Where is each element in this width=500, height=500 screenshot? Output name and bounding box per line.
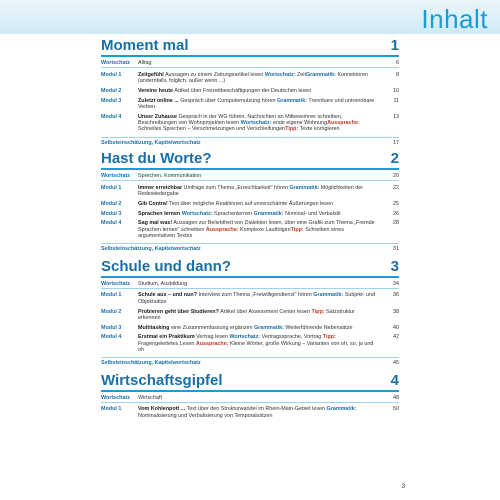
keyword-label: Wortschatz: — [264, 71, 296, 78]
selbsteinschaetzung-row[interactable] — [101, 243, 399, 252]
page-ref: 42 — [393, 334, 399, 341]
module-text: Vertrag lesen — [194, 334, 230, 341]
module-title: Immer erreichbar — [138, 184, 183, 191]
wortschatz-row[interactable] — [101, 394, 399, 403]
module-row[interactable] — [101, 309, 399, 322]
module-text: Texte korrigieren — [298, 126, 340, 133]
keyword-label: Tipp: — [285, 126, 299, 133]
module-description — [138, 201, 383, 207]
page-title: Inhalt — [421, 4, 488, 34]
keyword-label: Tipp: — [290, 226, 304, 233]
module-text: Schnelles Sprechen – Verschmelzungen und Verschleifungen — [138, 126, 286, 133]
module-text: Weiterführende Nebensätze — [283, 324, 353, 331]
module-description — [138, 292, 383, 305]
module-text: Komplexe Lautfolgen — [238, 226, 291, 233]
module-text: Schreiben eines argumentativen Textes — [138, 226, 344, 240]
module-title: Zeitgefühl — [138, 71, 164, 78]
module-title: Multitasking — [138, 324, 170, 331]
wortschatz-row[interactable] — [101, 59, 399, 68]
chapter-header — [101, 259, 399, 278]
page-number: 3 — [401, 484, 405, 490]
module-text: Vertragssprache, Vortrag — [260, 334, 323, 341]
module-text: Konnektoren (andernfalls, folglich, außer wenn ...) — [138, 71, 369, 85]
page-ref: 11 — [393, 97, 399, 104]
module-text: Gespräch über Computernutzung hören — [178, 97, 278, 104]
module-description — [138, 185, 383, 198]
module-description — [138, 309, 383, 322]
selbsteinschaetzung-label: Selbsteinschätzung, Kapitelwortschatz — [101, 360, 201, 367]
wortschatz-label: Wortschatz — [101, 280, 130, 287]
module-label: Modul 2 — [101, 200, 122, 207]
page-ref: 38 — [393, 308, 399, 315]
keyword-label: Grammatik: — [253, 210, 284, 217]
module-label: Modul 3 — [101, 97, 122, 104]
chapter-header — [101, 38, 399, 57]
selbsteinschaetzung-row[interactable] — [101, 137, 399, 146]
keyword-label: Tipp: — [311, 308, 325, 315]
keyword-label: Wortschatz: — [240, 120, 272, 127]
chapter-title[interactable]: Wirtschaftsgipfel — [101, 371, 223, 389]
module-row[interactable] — [101, 220, 399, 239]
keyword-label: Grammatik: — [305, 71, 336, 78]
chapter-header — [101, 373, 399, 392]
page-ref: 40 — [393, 324, 399, 331]
module-row[interactable] — [101, 201, 399, 207]
module-label: Modul 1 — [101, 184, 122, 191]
module-text: Kleine Wörter, große Wirkung – Varianten von oh, so, ja und oh — [138, 340, 374, 354]
page-ref: 45 — [393, 360, 399, 367]
module-title: Sag mal was! — [138, 220, 173, 227]
selbsteinschaetzung-label: Selbsteinschätzung, Kapitelwortschatz — [101, 246, 201, 253]
page-ref: 36 — [393, 292, 399, 299]
module-text: erste eigene Wohnung — [271, 120, 328, 127]
keyword-label: Grammatik: — [313, 292, 344, 299]
chapter-number: 2 — [390, 149, 399, 167]
module-label: Modul 4 — [101, 113, 122, 120]
module-description — [138, 114, 383, 133]
keyword-label: Wortschatz: — [229, 334, 261, 341]
page-ref: 34 — [393, 280, 399, 287]
module-description — [138, 211, 383, 217]
module-row[interactable] — [101, 185, 399, 198]
page-ref: 25 — [393, 200, 399, 207]
page-ref: 17 — [393, 139, 399, 146]
keyword-label: Aussprache: — [205, 226, 239, 233]
chapter-section — [101, 373, 399, 419]
module-text: Aussagen zur Beliebtheit von Dialekten lesen, über eine Grafik zum Thema „Fremde Sprachen lernen" schreiben — [138, 220, 375, 233]
chapter-section — [101, 151, 399, 253]
module-label: Modul 1 — [101, 406, 122, 413]
keyword-label: Grammatik: — [326, 406, 357, 413]
module-title: Vereine heute — [138, 87, 174, 94]
module-text: Möglichkeiten der Redewiedergabe — [138, 184, 364, 198]
keyword-label: Tipp: — [322, 334, 336, 341]
chapter-title[interactable]: Schule und dann? — [101, 257, 231, 275]
module-text: Zeit — [295, 71, 306, 78]
module-label: Modul 3 — [101, 210, 122, 217]
module-label: Modul 1 — [101, 292, 122, 299]
module-text: Nominalisierung und Verbalisierung von Temporalsätzen — [138, 412, 273, 419]
module-label: Modul 4 — [101, 334, 122, 341]
chapter-title[interactable]: Moment mal — [101, 37, 189, 54]
module-label: Modul 3 — [101, 324, 122, 331]
module-title: Erstmal ein Praktikum — [138, 334, 195, 341]
module-text: Interview zum Thema „Freiwilligendienst" hören — [197, 292, 314, 299]
module-text: Text über den Strukturwandel im Rhein-Main-Gebiet lesen — [185, 406, 327, 413]
keyword-label: Grammatik: — [253, 324, 284, 331]
chapter-section — [101, 259, 399, 367]
module-title: Sprachen lernen — [138, 210, 181, 217]
module-text: Nominal- und Verbalstil — [283, 210, 341, 217]
chapter-header — [101, 151, 399, 170]
keyword-label: Wortschatz: — [181, 210, 213, 217]
module-label: Modul 2 — [101, 308, 122, 315]
wortschatz-row[interactable] — [101, 280, 399, 289]
module-title: Vom Kohlenpott ... — [138, 406, 186, 413]
wortschatz-topic: Alltag — [138, 60, 152, 66]
chapter-number: 3 — [390, 257, 399, 275]
module-label: Modul 2 — [101, 87, 122, 94]
module-row[interactable] — [101, 292, 399, 305]
page-ref: 10 — [393, 87, 399, 94]
page-ref: 26 — [393, 210, 399, 217]
page-ref: 22 — [393, 184, 399, 191]
keyword-label: Grammatik: — [277, 97, 307, 104]
module-label: Modul 4 — [101, 220, 122, 227]
module-text: Gespräch in der WG führen, Nachrichten an Mitbewohner schreiben, Beschreibungen von Wohnprojekten lesen — [138, 113, 343, 127]
module-description — [138, 406, 383, 419]
module-row[interactable] — [101, 406, 399, 419]
module-text: Satzstruktur erkennen — [138, 308, 355, 321]
module-title: Schule aus – und nun? — [138, 292, 198, 299]
module-description — [138, 334, 383, 353]
module-text: Artikel über Freizeitbeschäftigungen der Deutschen lesen — [173, 87, 312, 94]
selbsteinschaetzung-label: Selbsteinschätzung, Kapitelwortschatz — [101, 139, 201, 146]
module-text: Subjekt- und Objektsätze — [138, 292, 376, 305]
wortschatz-label: Wortschatz — [101, 394, 130, 401]
wortschatz-topic: Wirtschaft — [138, 394, 162, 401]
wortschatz-topic: Sprechen, Kommunikation — [138, 172, 202, 179]
page-ref: 48 — [393, 394, 399, 401]
module-description — [138, 220, 383, 239]
chapter-number: 1 — [390, 37, 399, 54]
module-text: eine Zusammenfassung ergänzen — [169, 324, 254, 331]
module-row[interactable] — [101, 114, 399, 133]
keyword-label: Aussprache: — [195, 340, 229, 347]
module-description — [138, 325, 383, 331]
module-text: Aussagen zu einem Zeitungsartikel lesen — [163, 71, 265, 78]
module-row[interactable] — [101, 211, 399, 217]
module-text: Artikel über Assessment Center lesen — [218, 308, 312, 315]
module-title: Zuletzt online ... — [138, 97, 179, 104]
keyword-label: Grammatik: — [289, 184, 320, 191]
page-ref: 31 — [393, 246, 399, 253]
module-text: Umfrage zum Thema „Erreichbarkeit" hören — [182, 184, 290, 191]
module-title: Probieren geht über Studieren? — [138, 308, 219, 315]
module-description — [138, 98, 383, 111]
module-row[interactable] — [101, 334, 399, 353]
chapter-number: 4 — [390, 371, 399, 389]
module-text: Text über mögliche Reaktionen auf unverschämte Äußerungen lesen — [167, 200, 333, 207]
module-label: Modul 1 — [101, 71, 122, 78]
wortschatz-row[interactable] — [101, 172, 399, 181]
table-of-contents — [101, 38, 399, 419]
page-ref: 6 — [396, 60, 399, 66]
page-ref: 28 — [393, 220, 399, 227]
module-text: Trennbare und untrennbare Verben — [138, 97, 375, 110]
module-row[interactable] — [101, 98, 399, 111]
page-ref: 8 — [396, 71, 399, 78]
wortschatz-topic: Studium, Ausbildung — [138, 280, 188, 287]
module-text: Sprachenlernen — [212, 210, 254, 217]
module-row[interactable] — [101, 72, 399, 85]
page-ref: 20 — [393, 172, 399, 179]
module-text: Fragengeleitetes Lesen — [138, 340, 196, 347]
module-row[interactable] — [101, 325, 399, 331]
wortschatz-label: Wortschatz — [101, 172, 130, 179]
page-ref: 50 — [393, 406, 399, 413]
module-description — [138, 72, 383, 85]
wortschatz-label: Wortschatz — [101, 60, 130, 66]
module-description — [138, 88, 383, 94]
chapter-section — [101, 38, 399, 146]
keyword-label: Aussprache: — [327, 120, 360, 127]
selbsteinschaetzung-row[interactable] — [101, 357, 399, 366]
chapter-title[interactable]: Hast du Worte? — [101, 149, 212, 167]
module-title: Unser Zuhause — [138, 113, 177, 120]
page-ref: 13 — [393, 113, 399, 120]
module-row[interactable] — [101, 88, 399, 94]
module-title: Gib Contra! — [138, 200, 168, 207]
